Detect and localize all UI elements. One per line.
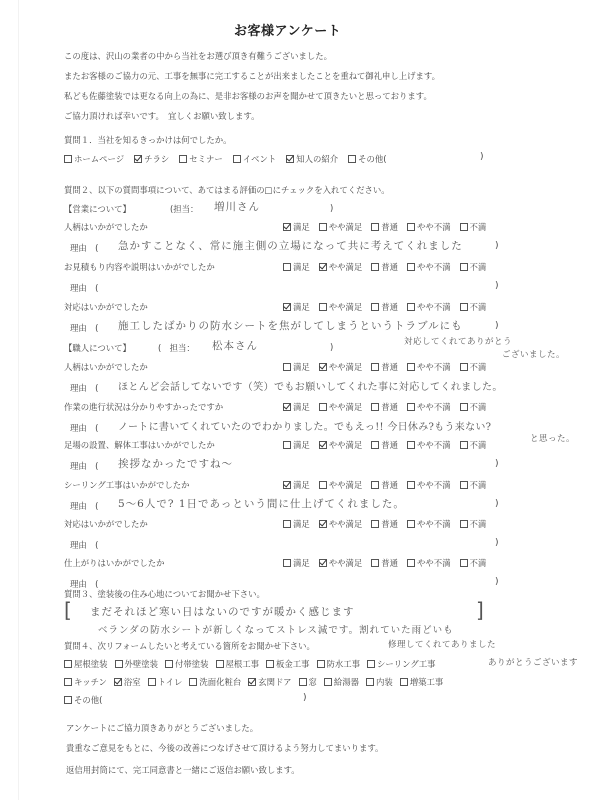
checkbox-icon[interactable] xyxy=(283,559,291,567)
intro-line-1: この度は、沢山の業者の中から当社をお選び頂き有難うございました。 xyxy=(64,51,332,61)
reason-label: 理由 ( xyxy=(70,540,99,550)
rating-neutral[interactable]: 普通 xyxy=(371,557,398,569)
rating-dissatisfied[interactable]: 不満 xyxy=(460,301,487,313)
rating-somewhat-satisfied[interactable]: やや満足 xyxy=(319,479,363,491)
q4-option-extension[interactable]: 増築工事 xyxy=(400,676,444,688)
rating-somewhat-dissatisfied[interactable]: やや不満 xyxy=(407,221,451,233)
checkbox-icon[interactable] xyxy=(460,223,468,231)
rating-neutral[interactable]: 普通 xyxy=(371,221,398,233)
craftsman-q2-question: 作業の進行状況は分かりやすかったですか xyxy=(64,402,224,412)
craftsman-header: 【職人について】 xyxy=(64,343,131,353)
checkbox-icon[interactable] xyxy=(460,559,468,567)
q4-option-waterproofing[interactable]: 防水工事 xyxy=(317,658,361,670)
sales-staff-label: (担当： xyxy=(170,204,199,214)
rating-somewhat-satisfied[interactable]: やや満足 xyxy=(319,361,363,373)
checkbox-icon[interactable] xyxy=(460,263,468,271)
rating-neutral[interactable]: 普通 xyxy=(371,479,398,491)
reason-label: 理由 ( xyxy=(70,283,99,293)
craftsman-staff-close: ) xyxy=(330,342,334,352)
rating-somewhat-dissatisfied[interactable]: やや不満 xyxy=(407,301,451,313)
rating-somewhat-dissatisfied[interactable]: やや不満 xyxy=(407,439,451,451)
reason-close: ) xyxy=(495,459,499,469)
checkbox-icon[interactable] xyxy=(460,441,468,449)
checkbox-checked-icon[interactable] xyxy=(134,155,142,163)
rating-neutral[interactable]: 普通 xyxy=(371,439,398,451)
reason-label: 理由 ( xyxy=(70,383,99,393)
reason-close: ) xyxy=(495,241,499,251)
rating-dissatisfied[interactable]: 不満 xyxy=(460,439,487,451)
reason-label: 理由 ( xyxy=(70,501,99,511)
rating-satisfied[interactable]: 満足 xyxy=(283,261,310,273)
rating-somewhat-dissatisfied[interactable]: やや不満 xyxy=(407,518,451,530)
q4-option-kitchen[interactable]: キッチン xyxy=(64,676,107,688)
closing-line-1: アンケートにご協力頂きありがとうございました。 xyxy=(66,723,259,733)
sales-q2-ratings xyxy=(283,261,486,273)
q1-label: 質問１．当社を知るきっかけは何でしたか。 xyxy=(64,135,232,145)
sales-q1-reason[interactable]: 急かすことなく、常に施主側の立場になって共に考えてくれました xyxy=(118,240,463,252)
rating-somewhat-satisfied[interactable]: やや満足 xyxy=(319,518,363,530)
rating-satisfied[interactable]: 満足 xyxy=(283,221,310,233)
reason-close: ) xyxy=(495,321,499,331)
sales-q1-ratings xyxy=(283,221,486,233)
q4-option-toilet[interactable]: トイレ xyxy=(148,676,183,688)
scan-edge xyxy=(18,0,19,800)
q3-bracket-close: ] xyxy=(476,598,484,622)
rating-dissatisfied[interactable]: 不満 xyxy=(460,361,487,373)
rating-satisfied[interactable]: 満足 xyxy=(283,439,310,451)
sales-staff-close: ) xyxy=(330,203,334,213)
checkbox-icon[interactable] xyxy=(348,155,356,163)
q2-label: 質問２、以下の質問事項について、あてはまる評価の□にチェックを入れてください。 xyxy=(64,185,390,195)
checkbox-icon[interactable] xyxy=(460,403,468,411)
checkbox-icon[interactable] xyxy=(64,155,72,163)
checkbox-icon[interactable] xyxy=(371,263,379,271)
q4-option-other[interactable]: その他( xyxy=(64,694,102,706)
checkbox-icon[interactable] xyxy=(367,660,375,668)
q3-label: 質問３、塗装後の住み心地についてお聞かせ下さい。 xyxy=(64,589,265,599)
reason-label: 理由 ( xyxy=(70,243,99,253)
rating-somewhat-satisfied[interactable]: やや満足 xyxy=(319,261,363,273)
checkbox-icon[interactable] xyxy=(407,481,415,489)
reason-close: ) xyxy=(495,499,499,509)
rating-dissatisfied[interactable]: 不満 xyxy=(460,261,487,273)
reason-close: ) xyxy=(495,281,499,291)
page-title: お客様アンケート xyxy=(234,24,342,39)
q1-option-homepage[interactable]: ホームページ xyxy=(64,153,124,165)
craftsman-q2-reason[interactable]: ノートに書いてくれていたのでわかりました。でもえっ!! 今日休み?もう来ない? xyxy=(118,422,492,433)
craftsman-q4-ratings xyxy=(283,479,486,491)
checkbox-checked-icon[interactable] xyxy=(319,559,327,567)
checkbox-icon[interactable] xyxy=(64,678,72,686)
sales-q3-reason[interactable]: 施工したばかりの防水シートを焦がしてしまうというトラブルにも xyxy=(118,320,463,332)
rating-satisfied[interactable]: 満足 xyxy=(283,557,310,569)
q4-option-wall-painting[interactable]: 外壁塗装 xyxy=(115,658,159,670)
rating-satisfied[interactable]: 満足 xyxy=(283,401,310,413)
craftsman-staff-label: ( 担当： xyxy=(158,343,195,353)
checkbox-icon[interactable] xyxy=(283,520,291,528)
q3-answer-line-3: 修理してくれてありました xyxy=(388,640,497,650)
checkbox-icon[interactable] xyxy=(64,696,72,704)
craftsman-q3-ratings xyxy=(283,439,486,451)
rating-somewhat-satisfied[interactable]: やや満足 xyxy=(319,301,363,313)
reason-close: ) xyxy=(495,577,499,587)
rating-dissatisfied[interactable]: 不満 xyxy=(460,401,487,413)
reason-label: 理由 ( xyxy=(70,461,99,471)
q1-other-close: ) xyxy=(480,152,484,162)
intro-line-3: 私ども佐藤塗装では更なる向上の為に、是非お客様のお声を聞かせて頂きたいと思っております。 xyxy=(64,91,432,101)
checkbox-icon[interactable] xyxy=(460,481,468,489)
craftsman-q2-reason-note: と思った。 xyxy=(530,434,576,444)
checkbox-icon[interactable] xyxy=(371,559,379,567)
q1-option-flyer[interactable]: チラシ xyxy=(134,153,169,165)
checkbox-checked-icon[interactable] xyxy=(283,481,291,489)
checkbox-icon[interactable] xyxy=(371,520,379,528)
rating-somewhat-satisfied[interactable]: やや満足 xyxy=(319,401,363,413)
rating-neutral[interactable]: 普通 xyxy=(371,301,398,313)
rating-somewhat-dissatisfied[interactable]: やや不満 xyxy=(407,479,451,491)
checkbox-checked-icon[interactable] xyxy=(283,303,291,311)
checkbox-icon[interactable] xyxy=(165,660,173,668)
checkbox-icon[interactable] xyxy=(189,678,197,686)
reason-label: 理由 ( xyxy=(70,579,99,589)
checkbox-icon[interactable] xyxy=(319,303,327,311)
craftsman-q6-question: 仕上がりはいかがでしたか xyxy=(64,558,165,568)
rating-somewhat-satisfied[interactable]: やや満足 xyxy=(319,221,363,233)
checkbox-icon[interactable] xyxy=(299,678,307,686)
checkbox-icon[interactable] xyxy=(216,660,224,668)
checkbox-icon[interactable] xyxy=(407,363,415,371)
q4-option-vanity[interactable]: 洗面化粧台 xyxy=(189,676,241,688)
checkbox-icon[interactable] xyxy=(371,223,379,231)
checkbox-checked-icon[interactable] xyxy=(248,678,256,686)
q4-option-window[interactable]: 窓 xyxy=(299,676,317,688)
checkbox-icon[interactable] xyxy=(319,403,327,411)
craftsman-q4-reason[interactable]: 5〜6人で? 1日であっという間に仕上げてくれました。 xyxy=(118,498,405,510)
q3-answer-line-4: ありがとうございます xyxy=(488,658,579,668)
rating-dissatisfied[interactable]: 不満 xyxy=(460,518,487,530)
checkbox-icon[interactable] xyxy=(371,303,379,311)
checkbox-checked-icon[interactable] xyxy=(319,363,327,371)
q1-option-seminar[interactable]: セミナー xyxy=(179,153,223,165)
q4-option-trim-painting[interactable]: 付帯塗装 xyxy=(165,658,209,670)
q3-answer-line-2[interactable]: ベランダの防水シートが新しくなってストレス減です。割れていた雨どいも xyxy=(98,625,454,636)
checkbox-icon[interactable] xyxy=(407,403,415,411)
checkbox-icon[interactable] xyxy=(319,481,327,489)
rating-satisfied[interactable]: 満足 xyxy=(283,479,310,491)
checkbox-icon[interactable] xyxy=(407,303,415,311)
checkbox-icon[interactable] xyxy=(407,223,415,231)
rating-somewhat-dissatisfied[interactable]: やや不満 xyxy=(407,557,451,569)
checkbox-checked-icon[interactable] xyxy=(114,678,122,686)
q1-option-referral[interactable]: 知人の紹介 xyxy=(286,153,338,165)
craftsman-q1-ratings xyxy=(283,361,486,373)
craftsman-q5-question: 対応はいかがでしたか xyxy=(64,519,148,529)
rating-neutral[interactable]: 普通 xyxy=(371,518,398,530)
checkbox-checked-icon[interactable] xyxy=(319,520,327,528)
rating-neutral[interactable]: 普通 xyxy=(371,361,398,373)
rating-somewhat-satisfied[interactable]: やや満足 xyxy=(319,439,363,451)
checkbox-icon[interactable] xyxy=(460,363,468,371)
craftsman-q3-reason[interactable]: 挨拶なかったですね〜 xyxy=(118,458,233,470)
craftsman-q6-ratings xyxy=(283,557,486,569)
q4-option-roof-painting[interactable]: 屋根塗装 xyxy=(64,658,108,670)
rating-somewhat-satisfied[interactable]: やや満足 xyxy=(319,557,363,569)
sales-q3-reason-note: 対応してくれてありがとう xyxy=(404,337,513,347)
rating-somewhat-dissatisfied[interactable]: やや不満 xyxy=(407,261,451,273)
craftsman-q2-ratings xyxy=(283,401,486,413)
checkbox-icon[interactable] xyxy=(407,559,415,567)
checkbox-icon[interactable] xyxy=(371,363,379,371)
checkbox-checked-icon[interactable] xyxy=(319,263,327,271)
rating-dissatisfied[interactable]: 不満 xyxy=(460,479,487,491)
q1-option-other[interactable]: その他( xyxy=(348,153,386,165)
checkbox-checked-icon[interactable] xyxy=(283,223,291,231)
rating-dissatisfied[interactable]: 不満 xyxy=(460,221,487,233)
craftsman-q1-reason[interactable]: ほとんど会話してないです（笑）でもお願いしてくれた事に対応してくれました。 xyxy=(118,382,503,393)
sales-q1-question: 人柄はいかがでしたか xyxy=(64,222,148,232)
sales-q3-reason-note2: ございました。 xyxy=(502,350,566,360)
sales-q2-question: お見積もり内容や説明はいかがでしたか xyxy=(64,262,215,272)
q4-other-close: ) xyxy=(303,693,307,703)
checkbox-icon[interactable] xyxy=(179,155,187,163)
intro-line-4: ご協力頂ければ幸いです。 宜しくお願い致します。 xyxy=(64,111,260,121)
rating-somewhat-dissatisfied[interactable]: やや不満 xyxy=(407,361,451,373)
craftsman-staff-name[interactable]: 松本さん xyxy=(212,340,258,352)
q4-row-2 xyxy=(64,676,443,688)
checkbox-icon[interactable] xyxy=(460,303,468,311)
checkbox-icon[interactable] xyxy=(233,155,241,163)
rating-neutral[interactable]: 普通 xyxy=(371,261,398,273)
q4-label: 質問４、次リフォームしたいと考えている箇所をお聞かせ下さい。 xyxy=(64,641,315,651)
sales-header: 【営業について】 xyxy=(64,204,131,214)
checkbox-icon[interactable] xyxy=(148,678,156,686)
rating-neutral[interactable]: 普通 xyxy=(371,401,398,413)
checkbox-icon[interactable] xyxy=(317,660,325,668)
q4-option-water-heater[interactable]: 給湯器 xyxy=(324,676,359,688)
checkbox-icon[interactable] xyxy=(371,403,379,411)
q4-option-interior[interactable]: 内装 xyxy=(366,676,393,688)
closing-line-2: 貴重なご意見をもとに、今後の改善につなげさせて頂けるよう努力してまいります。 xyxy=(66,743,384,753)
checkbox-icon[interactable] xyxy=(400,678,408,686)
q3-bracket-open: [ xyxy=(64,598,72,622)
checkbox-icon[interactable] xyxy=(407,263,415,271)
checkbox-icon[interactable] xyxy=(407,520,415,528)
checkbox-icon[interactable] xyxy=(371,441,379,449)
rating-satisfied[interactable]: 満足 xyxy=(283,518,310,530)
closing-line-3: 返信用封筒にて、完工同意書と一緒にご返信お願い致します。 xyxy=(66,765,300,775)
rating-somewhat-dissatisfied[interactable]: やや不満 xyxy=(407,401,451,413)
checkbox-icon[interactable] xyxy=(366,678,374,686)
checkbox-icon[interactable] xyxy=(64,660,72,668)
reason-label: 理由 ( xyxy=(70,423,99,433)
sales-q3-question: 対応はいかがでしたか xyxy=(64,302,148,312)
checkbox-icon[interactable] xyxy=(115,660,123,668)
q4-row-1 xyxy=(64,658,435,670)
checkbox-icon[interactable] xyxy=(319,223,327,231)
checkbox-icon[interactable] xyxy=(283,441,291,449)
reason-label: 理由 ( xyxy=(70,323,99,333)
sales-q3-ratings xyxy=(283,301,486,313)
craftsman-q4-question: シーリング工事はいかがでしたか xyxy=(64,480,190,490)
q1-option-event[interactable]: イベント xyxy=(233,153,277,165)
q4-option-sealing[interactable]: シーリング工事 xyxy=(367,658,435,670)
craftsman-q5-ratings xyxy=(283,518,486,530)
checkbox-icon[interactable] xyxy=(371,481,379,489)
checkbox-icon[interactable] xyxy=(460,520,468,528)
craftsman-q1-question: 人柄はいかがでしたか xyxy=(64,362,148,372)
intro-line-2: またお客様のご協力の元、工事を無事に完工することが出来ましたことを重ねて御礼申し上げます。 xyxy=(64,71,440,81)
craftsman-q3-question: 足場の設置、解体工事はいかがでしたか xyxy=(64,440,215,450)
checkbox-checked-icon[interactable] xyxy=(286,155,294,163)
q4-option-bathroom[interactable]: 浴室 xyxy=(114,676,141,688)
checkbox-checked-icon[interactable] xyxy=(283,403,291,411)
q4-row-3 xyxy=(64,694,102,706)
checkbox-icon[interactable] xyxy=(266,660,274,668)
q3-answer-line-1[interactable]: まだそれほど寒い日はないのですが暖かく感じます xyxy=(90,606,355,618)
checkbox-icon[interactable] xyxy=(324,678,332,686)
q4-option-sheet-metal[interactable]: 板金工事 xyxy=(266,658,310,670)
checkbox-icon[interactable] xyxy=(283,363,291,371)
checkbox-icon[interactable] xyxy=(407,441,415,449)
checkbox-icon[interactable] xyxy=(283,263,291,271)
sales-staff-name[interactable]: 増川さん xyxy=(214,201,260,213)
reason-close: ) xyxy=(495,538,499,548)
rating-satisfied[interactable]: 満足 xyxy=(283,301,310,313)
q4-option-entrance-door[interactable]: 玄関ドア xyxy=(248,676,291,688)
rating-dissatisfied[interactable]: 不満 xyxy=(460,557,487,569)
checkbox-checked-icon[interactable] xyxy=(319,441,327,449)
q4-option-roof-work[interactable]: 屋根工事 xyxy=(216,658,260,670)
rating-satisfied[interactable]: 満足 xyxy=(283,361,310,373)
q1-options xyxy=(64,153,387,165)
